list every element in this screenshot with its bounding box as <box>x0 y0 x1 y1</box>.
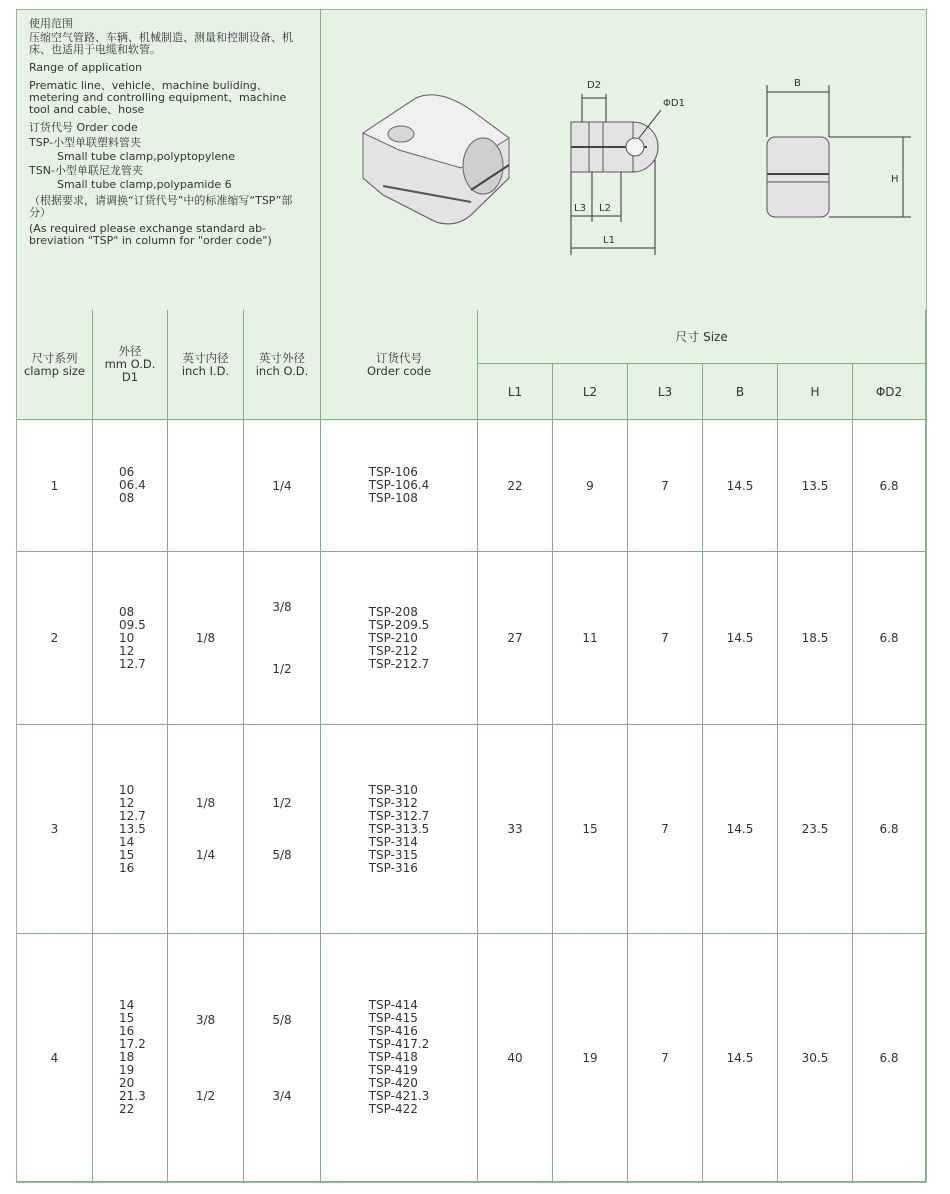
inch-value: 1/8 <box>195 796 216 810</box>
value-codes: TSP-310 TSP-312 TSP-312.7 TSP-313.5 TSP-314 TSP-315 TSP-316 <box>368 782 430 875</box>
cell-od <box>93 934 168 1182</box>
cell-inch-id <box>168 725 244 934</box>
value-l2: 11 <box>582 631 598 645</box>
cell-b <box>703 552 778 725</box>
inch-value: 3/8 <box>195 1012 216 1027</box>
inch-value: 1/2 <box>195 1088 216 1103</box>
cell-l2 <box>553 420 628 552</box>
value-od: 06 06.4 08 <box>119 465 146 505</box>
cell-codes <box>321 552 478 725</box>
cell-d2 <box>853 934 926 1182</box>
value-size: 1 <box>50 478 59 493</box>
cell-od <box>93 552 168 725</box>
cell-size <box>17 725 93 934</box>
dim-d2: D2 <box>587 80 602 91</box>
cell-b <box>703 420 778 552</box>
cell-l1 <box>478 934 553 1182</box>
clamp-side-view <box>571 80 685 255</box>
value-b: 14.5 <box>726 631 754 645</box>
inch-value: 1/4 <box>272 478 292 493</box>
cell-l1 <box>478 725 553 934</box>
note-en: (As required please exchange standard ab-breviation "TSP" in column for "order code") <box>29 222 272 247</box>
inch-value: 5/8 <box>272 1012 292 1027</box>
cell-h <box>778 934 853 1182</box>
cell-inch-id <box>168 420 244 552</box>
header-inch-id: 英寸内径 inch I.D. <box>168 310 244 420</box>
inch-value: 3/8 <box>272 600 292 614</box>
scope-en: Prematic line、vehicle、machine buliding、metering and controlling equipment、machine tool and cable、hose <box>29 79 287 116</box>
cell-h <box>778 420 853 552</box>
inch-value: 1/2 <box>272 662 292 676</box>
header-d2: ΦD2 <box>853 364 926 420</box>
value-l2: 15 <box>582 822 598 836</box>
clamp-diagram <box>321 10 926 310</box>
scope-cn: 压缩空气管路、车辆、机械制造、测量和控制设备、机床、也适用于电缆和软管。 <box>29 31 293 56</box>
value-b: 14.5 <box>726 822 754 836</box>
header-clamp-size: 尺寸系列 clamp size <box>17 310 93 420</box>
order-title: 订货代号 Order code <box>29 121 138 134</box>
tsn-en: Small tube clamp,polypamide 6 <box>57 178 232 191</box>
header-l2: L2 <box>553 364 628 420</box>
value-l3: 7 <box>661 631 669 645</box>
value-d2: 6.8 <box>879 822 899 836</box>
value-codes: TSP-414 TSP-415 TSP-416 TSP-417.2 TSP-418 TSP-419 TSP-420 TSP-421.3 TSP-422 <box>368 998 430 1116</box>
value-l3: 7 <box>661 822 669 836</box>
value-l3: 7 <box>661 1050 669 1065</box>
cell-inch-od <box>244 552 321 725</box>
info-panel <box>17 10 926 311</box>
cell-l2 <box>553 725 628 934</box>
cell-inch-id <box>168 552 244 725</box>
header-l3: L3 <box>628 364 703 420</box>
cell-b <box>703 934 778 1182</box>
header-order-code: 订货代号 Order code <box>321 310 478 420</box>
value-b: 14.5 <box>726 478 754 493</box>
value-h: 18.5 <box>801 631 829 645</box>
scope-title: 使用范围 <box>29 17 73 30</box>
value-l1: 40 <box>507 1050 523 1065</box>
tsp-cn: TSP-小型单联塑料管夹 <box>29 136 142 149</box>
scope-en-title: Range of application <box>29 61 143 74</box>
cell-inch-od <box>244 420 321 552</box>
cell-size <box>17 420 93 552</box>
cell-l3 <box>628 934 703 1182</box>
value-l3: 7 <box>661 478 669 493</box>
tsn-cn: TSN-小型单联尼龙管夹 <box>29 164 143 177</box>
cell-od <box>93 420 168 552</box>
cell-l3 <box>628 725 703 934</box>
cell-b <box>703 725 778 934</box>
value-size: 2 <box>50 631 59 645</box>
dim-l3: L3 <box>574 203 586 214</box>
value-od: 08 09.5 10 12 12.7 <box>119 604 146 671</box>
cell-d2 <box>853 420 926 552</box>
header-b: B <box>703 364 778 420</box>
value-size: 3 <box>50 822 59 836</box>
cell-l3 <box>628 420 703 552</box>
cell-size <box>17 934 93 1182</box>
header-inch-od: 英寸外径 inch O.D. <box>244 310 321 420</box>
dim-h: H <box>891 174 899 185</box>
value-l1: 22 <box>507 478 523 493</box>
value-l2: 9 <box>586 478 594 493</box>
value-d2: 6.8 <box>879 631 899 645</box>
value-od: 10 12 12.7 13.5 14 15 16 <box>119 782 146 875</box>
application-info <box>17 10 321 310</box>
inch-value: 1/2 <box>272 796 292 810</box>
cell-codes <box>321 934 478 1182</box>
datasheet <box>16 9 927 1183</box>
value-size: 4 <box>50 1050 59 1065</box>
clamp-front-view <box>767 78 911 217</box>
cell-l3 <box>628 552 703 725</box>
cell-inch-id <box>168 934 244 1182</box>
cell-l1 <box>478 420 553 552</box>
cell-h <box>778 725 853 934</box>
header-h: H <box>778 364 853 420</box>
inch-value: 1/8 <box>195 631 216 645</box>
cell-inch-od <box>244 725 321 934</box>
value-d2: 6.8 <box>879 478 899 493</box>
header-od: 外径 mm O.D. D1 <box>93 310 168 420</box>
inch-value: 1/4 <box>195 848 216 862</box>
clamp-drawings <box>321 10 926 310</box>
value-codes: TSP-208 TSP-209.5 TSP-210 TSP-212 TSP-212.7 <box>368 604 430 671</box>
value-l1: 27 <box>507 631 523 645</box>
cell-l1 <box>478 552 553 725</box>
clamp-3d-view <box>363 95 509 224</box>
note-cn: （根据要求，请调换“订货代号”中的标准缩写“TSP”部分） <box>29 194 293 219</box>
header-l1: L1 <box>478 364 553 420</box>
value-l2: 19 <box>582 1050 598 1065</box>
value-d2: 6.8 <box>879 1050 899 1065</box>
dim-phi-d1: ΦD1 <box>663 98 685 109</box>
cell-l2 <box>553 934 628 1182</box>
cell-inch-od <box>244 934 321 1182</box>
inch-value: 5/8 <box>272 848 292 862</box>
dim-l2: L2 <box>599 203 611 214</box>
value-h: 30.5 <box>801 1050 829 1065</box>
cell-codes <box>321 420 478 552</box>
value-h: 23.5 <box>801 822 829 836</box>
cell-d2 <box>853 725 926 934</box>
dim-l1: L1 <box>603 235 615 246</box>
value-b: 14.5 <box>726 1050 754 1065</box>
cell-h <box>778 552 853 725</box>
cell-d2 <box>853 552 926 725</box>
cell-od <box>93 725 168 934</box>
value-od: 14 15 16 17.2 18 19 20 21.3 22 <box>119 998 146 1116</box>
value-h: 13.5 <box>801 478 829 493</box>
value-codes: TSP-106 TSP-106.4 TSP-108 <box>368 465 430 505</box>
header-size: 尺寸 Size <box>478 310 926 364</box>
cell-size <box>17 552 93 725</box>
inch-value: 3/4 <box>272 1088 292 1103</box>
tsp-en: Small tube clamp,polyptopylene <box>57 150 235 163</box>
cell-l2 <box>553 552 628 725</box>
value-l1: 33 <box>507 822 523 836</box>
dim-b: B <box>794 78 801 89</box>
cell-codes <box>321 725 478 934</box>
